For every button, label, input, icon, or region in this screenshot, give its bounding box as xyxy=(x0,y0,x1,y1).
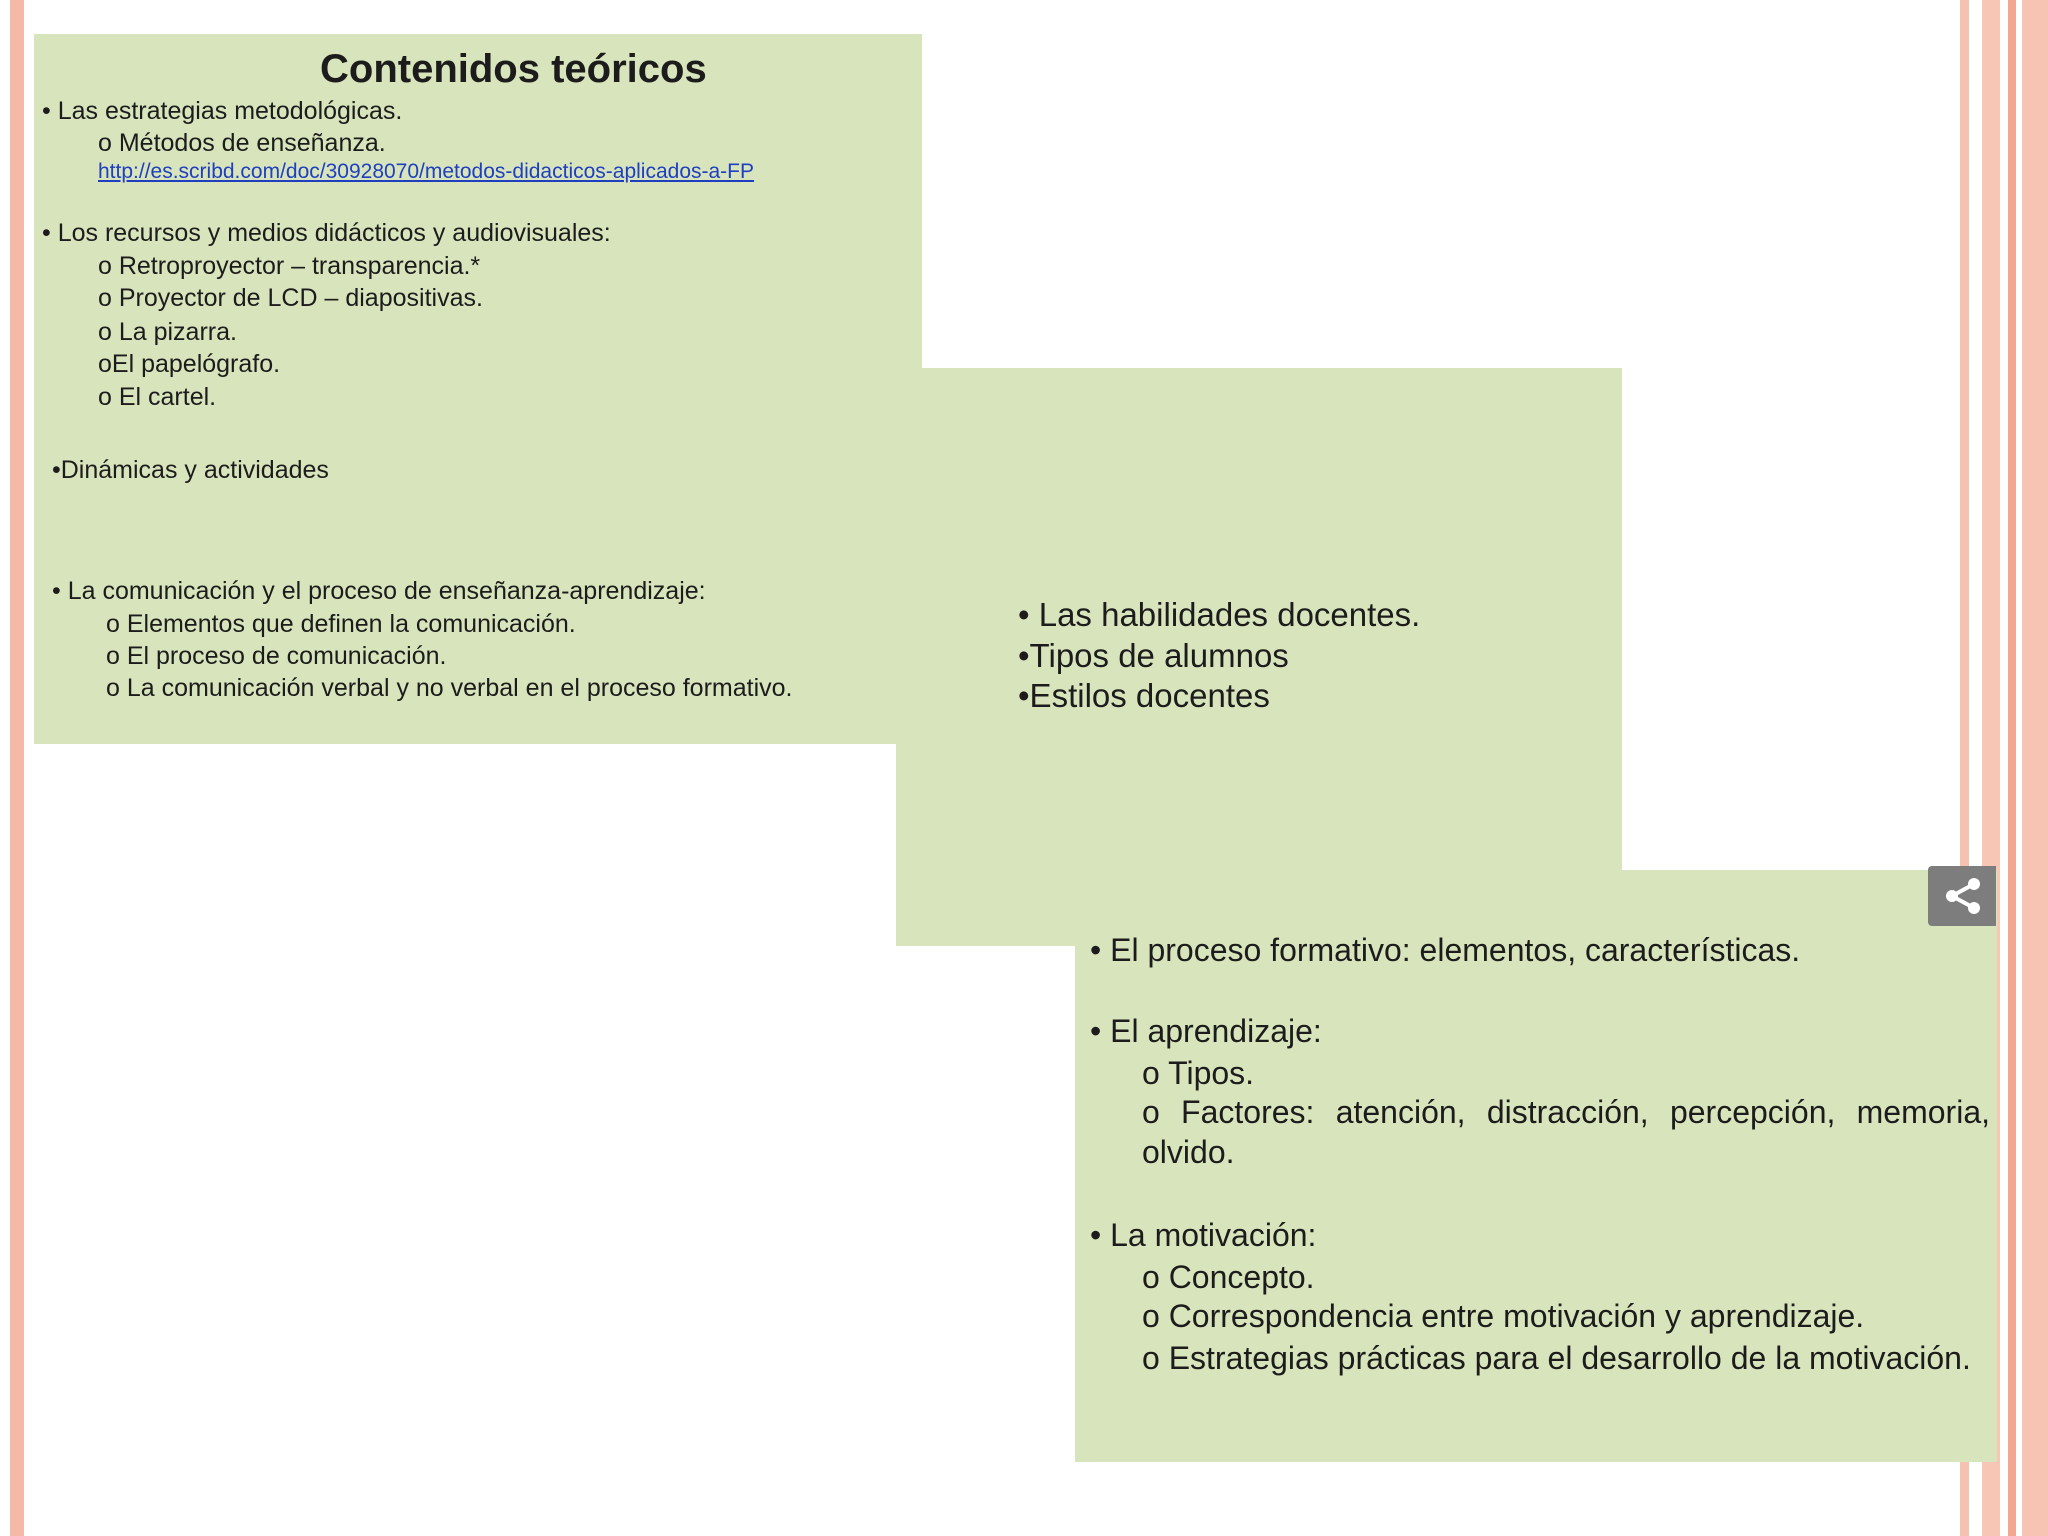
sub-item-retroproyector: o Retroproyector – transparencia.* xyxy=(98,252,481,280)
share-icon xyxy=(1942,876,1984,916)
bullet-dinamicas: •Dinámicas y actividades xyxy=(52,456,329,484)
bullet-aprendizaje: • El aprendizaje: xyxy=(1090,1013,1322,1049)
bullet-motivacion: • La motivación: xyxy=(1090,1217,1317,1253)
bullet-proceso-formativo: • El proceso formativo: elementos, características. xyxy=(1090,932,1801,968)
sub-item-pizarra: o La pizarra. xyxy=(98,318,237,346)
right-edge-stripe xyxy=(2022,0,2048,1536)
sub-item-estrategias-practicas: o Estrategias prácticas para el desarrollo de la motivación. xyxy=(1142,1340,1971,1376)
sub-item-cartel: o El cartel. xyxy=(98,383,217,411)
sub-item-factores: o Factores: atención, distracción, percepción, memoria, olvido. xyxy=(1142,1094,1990,1170)
sub-item-tipos: o Tipos. xyxy=(1142,1055,1255,1091)
sub-item-proceso: o El proceso de comunicación. xyxy=(106,642,447,670)
share-button[interactable] xyxy=(1928,866,1996,926)
sub-item-metodos: o Métodos de enseñanza. xyxy=(98,129,386,157)
sub-item-proyector: o Proyector de LCD – diapositivas. xyxy=(98,284,483,312)
sub-item-elementos: o Elementos que definen la comunicación. xyxy=(106,610,576,638)
sub-item-correspondencia: o Correspondencia entre motivación y aprendizaje. xyxy=(1142,1298,1865,1334)
scribd-link[interactable]: http://es.scribd.com/doc/30928070/metodos-didacticos-aplicados-a-FP xyxy=(98,160,755,183)
bullet-habilidades: • Las habilidades docentes. xyxy=(1018,596,1421,633)
bullet-tipos-alumnos: •Tipos de alumnos xyxy=(1018,637,1289,674)
slide-title: Contenidos teóricos xyxy=(320,47,707,91)
left-edge-stripe xyxy=(10,0,24,1536)
sub-item-verbal: o La comunicación verbal y no verbal en el proceso formativo. xyxy=(106,674,793,702)
bullet-estilos: •Estilos docentes xyxy=(1018,677,1270,714)
sub-item-concepto: o Concepto. xyxy=(1142,1259,1315,1295)
right-edge-stripe xyxy=(2008,0,2016,1536)
sub-item-papelografo: oEl papelógrafo. xyxy=(98,350,281,378)
bullet-comunicacion: • La comunicación y el proceso de enseñanza-aprendizaje: xyxy=(52,577,706,605)
bullet-estrategias: • Las estrategias metodológicas. xyxy=(42,97,403,125)
bullet-recursos: • Los recursos y medios didácticos y audiovisuales: xyxy=(42,219,611,247)
